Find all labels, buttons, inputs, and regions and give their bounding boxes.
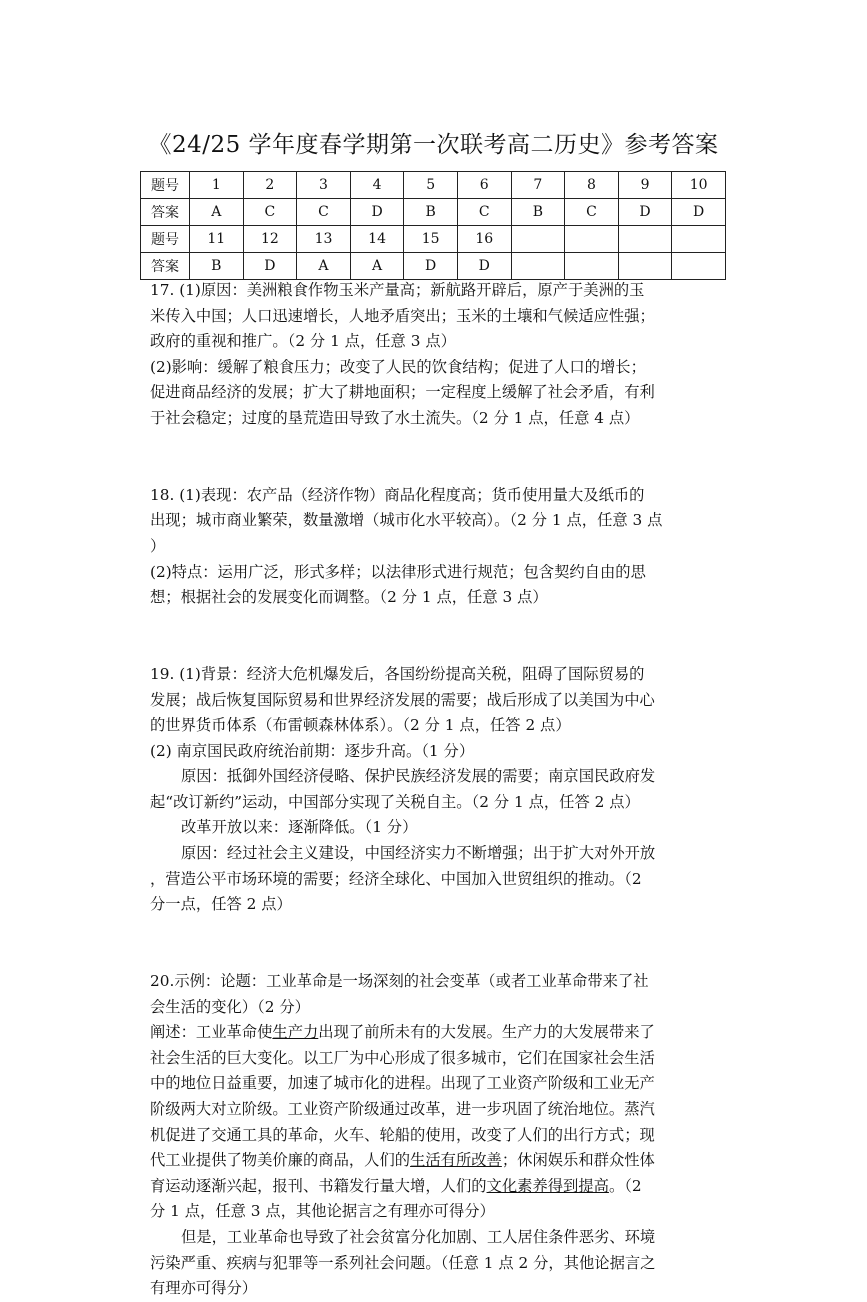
text-line: 分 1 点，任意 3 点，其他论据言之有理亦可得分） xyxy=(150,1202,495,1221)
row-label: 答案 xyxy=(141,253,190,280)
table-cell: D xyxy=(618,199,672,226)
table-cell: C xyxy=(565,199,619,226)
table-cell: 14 xyxy=(350,226,404,253)
text-line: 污染严重、疾病与犯罪等一系列社会问题。（任意 1 点 2 分，其他论据言之 xyxy=(150,1253,656,1272)
answer-19 xyxy=(150,662,728,918)
text-line: 阶级两大对立阶级。工业资产阶级通过改革，进一步巩固了统治地位。蒸汽 xyxy=(150,1100,655,1118)
table-cell: 6 xyxy=(457,172,511,199)
answer-20 xyxy=(150,969,728,1302)
text-line: 18. (1)表现：农产品（经济作物）商品化程度高；货币使用量大及纸币的 xyxy=(150,485,645,504)
text-line: 原因：抵御外国经济侵略、保护民族经济发展的需要；南京国民政府发 xyxy=(181,767,656,786)
table-row xyxy=(141,253,726,280)
text-line: 想；根据社会的发展变化而调整。（2 分 1 点，任意 3 点） xyxy=(150,588,548,607)
table-row xyxy=(141,226,726,253)
table-cell: 2 xyxy=(243,172,297,199)
underlined-phrase: 生产力 xyxy=(272,1023,319,1042)
table-cell: 9 xyxy=(618,172,672,199)
text-line: (2) 南京国民政府统治前期：逐步升高。（1 分） xyxy=(150,741,475,760)
row-label: 答案 xyxy=(141,199,190,226)
table-cell: 7 xyxy=(511,172,565,199)
table-cell: 13 xyxy=(297,226,351,253)
text-segment: 。（2 xyxy=(608,1176,642,1195)
text-line: 有理亦可得分） xyxy=(150,1279,258,1298)
text-line xyxy=(150,1148,728,1174)
table-cell: A xyxy=(297,253,351,280)
text-line: 社会生活的巨大变化。以工厂为中心形成了很多城市，它们在国家社会生活 xyxy=(150,1048,655,1067)
text-line xyxy=(150,1174,728,1200)
table-cell: 16 xyxy=(457,226,511,253)
table-cell: D xyxy=(350,199,404,226)
text-line: 政府的重视和推广。（2 分 1 点，任意 3 点） xyxy=(150,332,456,351)
table-cell: D xyxy=(672,199,726,226)
text-line: 但是，工业革命也导致了社会贫富分化加剧、工人居住条件恶劣、环境 xyxy=(181,1227,656,1246)
table-cell xyxy=(618,253,672,280)
row-label: 题号 xyxy=(141,172,190,199)
table-cell xyxy=(565,253,619,280)
text-segment: 出现了前所未有的大发展。生产力的大发展带来了 xyxy=(318,1023,655,1042)
table-cell: 4 xyxy=(350,172,404,199)
table-cell xyxy=(618,226,672,253)
text-line: 中的地位日益重要，加速了城市化的进程。出现了工业资产阶级和工业无产 xyxy=(150,1074,655,1093)
table-cell xyxy=(511,253,565,280)
table-cell: 15 xyxy=(404,226,458,253)
underlined-phrase: 生活有所改善 xyxy=(410,1151,502,1170)
row-label: 题号 xyxy=(141,226,190,253)
text-segment: 代工业提供了物美价廉的商品，人们的 xyxy=(150,1151,411,1170)
table-cell: D xyxy=(457,253,511,280)
text-segment: 育运动逐渐兴起，报刊、书籍发行量大增，人们的 xyxy=(150,1176,487,1195)
table-cell: C xyxy=(297,199,351,226)
text-line: ） xyxy=(150,536,166,555)
text-line: 会生活的变化）（2 分） xyxy=(150,997,310,1016)
text-line: (2)特点：运用广泛，形式多样；以法律形式进行规范；包含契约自由的思 xyxy=(150,562,646,581)
table-cell: B xyxy=(511,199,565,226)
table-cell: 8 xyxy=(565,172,619,199)
answer-17 xyxy=(150,278,728,432)
text-line: (2)影响：缓解了粮食压力；改变了人民的饮食结构；促进了人口的增长； xyxy=(150,357,646,376)
text-line: 于社会稳定；过度的垦荒造田导致了水土流失。（2 分 1 点，任意 4 点） xyxy=(150,408,640,427)
table-cell: A xyxy=(350,253,404,280)
text-line: 机促进了交通工具的革命，火车、轮船的使用，改变了人们的出行方式；现 xyxy=(150,1125,655,1144)
table-cell: 11 xyxy=(190,226,244,253)
text-segment: ；休闲娱乐和群众性体 xyxy=(501,1151,655,1170)
table-cell xyxy=(672,253,726,280)
text-line: 出现；城市商业繁荣，数量激增（城市化水平较高）。（2 分 1 点，任意 3 点 xyxy=(150,511,663,530)
text-segment: 阐述：工业革命使 xyxy=(150,1023,273,1042)
table-row xyxy=(141,172,726,199)
text-line: 促进商品经济的发展；扩大了耕地面积；一定程度上缓解了社会矛盾，有利 xyxy=(150,383,655,402)
text-line: 改革开放以来：逐渐降低。（1 分） xyxy=(181,818,418,837)
text-line: 20.示例：论题：工业革命是一场深刻的社会变革（或者工业革命带来了社 xyxy=(150,972,649,991)
table-row xyxy=(141,199,726,226)
table-cell: D xyxy=(404,253,458,280)
page-title: 《24/25 学年度春学期第一次联考高二历史》参考答案 xyxy=(148,132,719,158)
table-cell: 5 xyxy=(404,172,458,199)
text-line: 发展；战后恢复国际贸易和世界经济发展的需要；战后形成了以美国为中心 xyxy=(150,690,655,709)
table-cell: C xyxy=(457,199,511,226)
answer-table xyxy=(140,171,726,280)
table-cell: A xyxy=(190,199,244,226)
text-line: 的世界货币体系（布雷顿森林体系）。（2 分 1 点，任答 2 点） xyxy=(150,716,571,735)
table-cell xyxy=(672,226,726,253)
table-cell: D xyxy=(243,253,297,280)
table-cell: 1 xyxy=(190,172,244,199)
text-line xyxy=(150,1020,728,1046)
text-line: 米传入中国；人口迅速增长，人地矛盾突出；玉米的土壤和气候适应性强； xyxy=(150,306,655,325)
table-cell xyxy=(565,226,619,253)
text-line: 17. (1)原因：美洲粮食作物玉米产量高；新航路开辟后，原产于美洲的玉 xyxy=(150,281,645,299)
underlined-phrase: 文化素养得到提高 xyxy=(486,1176,609,1195)
table-cell: B xyxy=(404,199,458,226)
text-line: 19. (1)背景：经济大危机爆发后，各国纷纷提高关税，阻碍了国际贸易的 xyxy=(150,664,645,683)
answer-18 xyxy=(150,483,728,611)
text-line: 原因：经过社会主义建设，中国经济实力不断增强；出于扩大对外开放 xyxy=(181,844,656,863)
text-line: ，营造公平市场环境的需要；经济全球化、中国加入世贸组织的推动。（2 xyxy=(150,869,642,888)
table-cell: 10 xyxy=(672,172,726,199)
answer-body xyxy=(150,278,728,1302)
table-cell: 12 xyxy=(243,226,297,253)
table-cell: C xyxy=(243,199,297,226)
text-line: 起“改订新约”运动，中国部分实现了关税自主。（2 分 1 点，任答 2 点） xyxy=(150,792,640,811)
table-cell xyxy=(511,226,565,253)
table-cell: 3 xyxy=(297,172,351,199)
text-line: 分一点，任答 2 点） xyxy=(150,895,292,914)
table-cell: B xyxy=(190,253,244,280)
